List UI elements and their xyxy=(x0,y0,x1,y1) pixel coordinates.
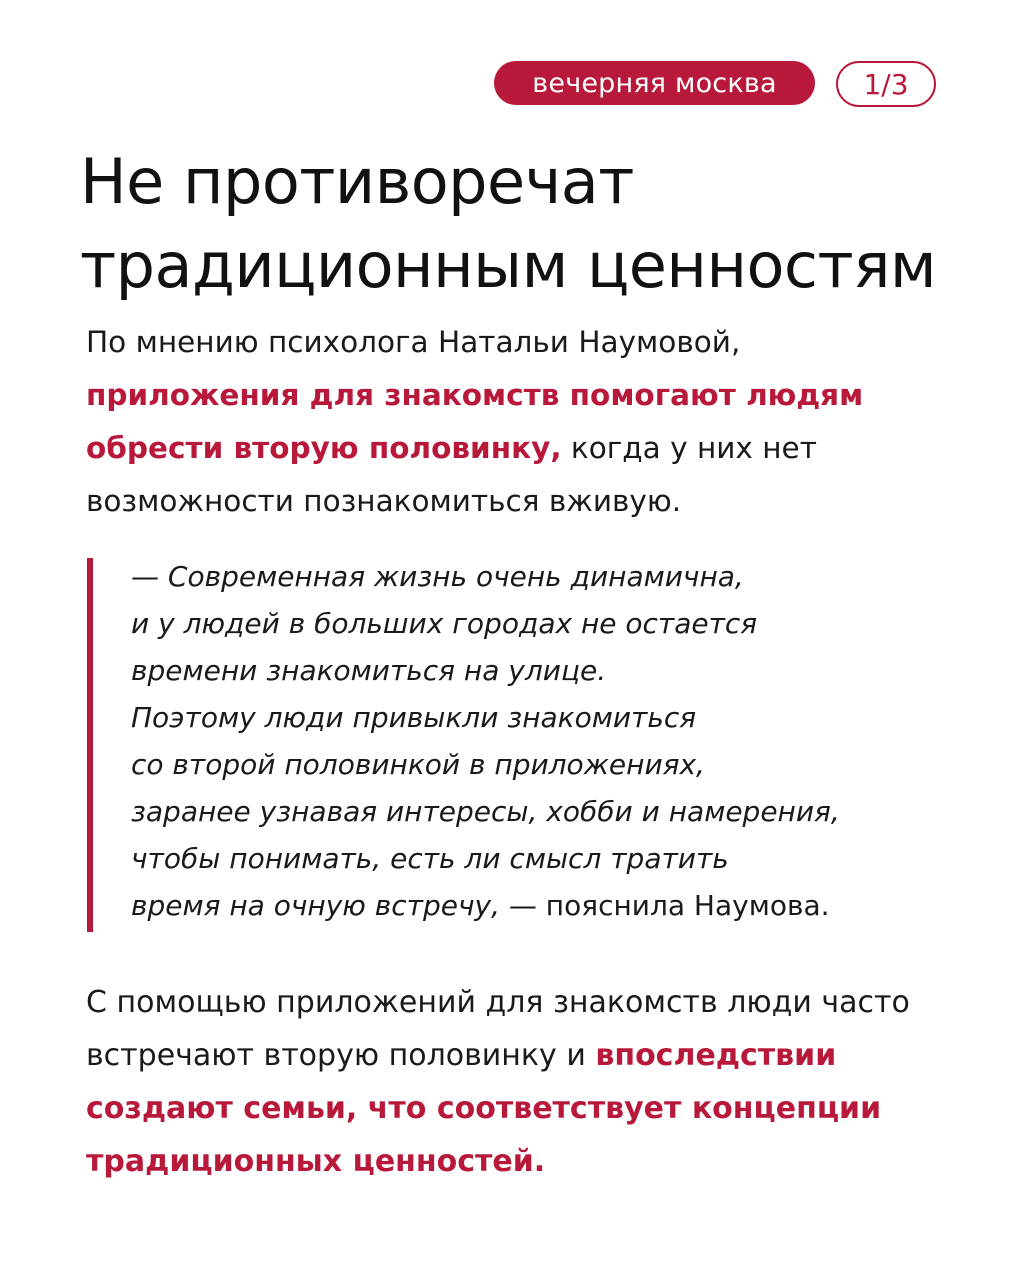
quote-block xyxy=(131,553,991,929)
quote-line: заранее узнавая интересы, хобби и намерения, xyxy=(131,795,840,828)
intro-line-3-rest: когда у них нет xyxy=(561,431,817,465)
intro-line-3-highlight: обрести вторую половинку, xyxy=(86,431,562,465)
quote-line: — Современная жизнь очень динамична, xyxy=(131,560,744,593)
quote-last-line xyxy=(131,882,991,929)
outro-line-3-highlight: создают семьи, что соответствует концепции xyxy=(86,1091,882,1126)
outro-line-2-highlight: впоследствии xyxy=(595,1038,837,1073)
intro-line-2-highlight: приложения для знакомств помогают людям xyxy=(86,378,864,412)
intro-paragraph xyxy=(86,316,966,528)
brand-badge: вечерняя москва xyxy=(494,61,815,105)
quote-attribution: — пояснила Наумова. xyxy=(499,889,830,922)
quote-line: чтобы понимать, есть ли смысл тратить xyxy=(131,842,729,875)
quote-line: Поэтому люди привыкли знакомиться xyxy=(131,701,697,734)
outro-paragraph xyxy=(86,976,966,1188)
page-counter: 1/3 xyxy=(836,61,936,107)
quote-line: со второй половинкой в приложениях, xyxy=(131,748,705,781)
outro-line-2-start: встречают вторую половинку и xyxy=(86,1038,596,1073)
intro-line-1: По мнению психолога Натальи Наумовой, xyxy=(86,325,741,359)
intro-line-4: возможности познакомиться вживую. xyxy=(86,484,682,518)
page-title xyxy=(80,140,980,308)
page-title-line-2: традиционным ценностям xyxy=(80,229,937,302)
intro-line-3 xyxy=(86,422,966,475)
quote-last-line-text: время на очную встречу, xyxy=(131,889,500,922)
quote-accent-bar xyxy=(87,558,93,932)
quote-line: времени знакомиться на улице. xyxy=(131,654,607,687)
quote-line: и у людей в больших городах не остается xyxy=(131,607,758,640)
outro-line-4-highlight: традиционных ценностей. xyxy=(86,1144,546,1179)
outro-line-2 xyxy=(86,1029,966,1082)
page-title-line-1: Не противоречат xyxy=(80,145,634,218)
outro-line-1: С помощью приложений для знакомств люди часто xyxy=(86,985,910,1020)
